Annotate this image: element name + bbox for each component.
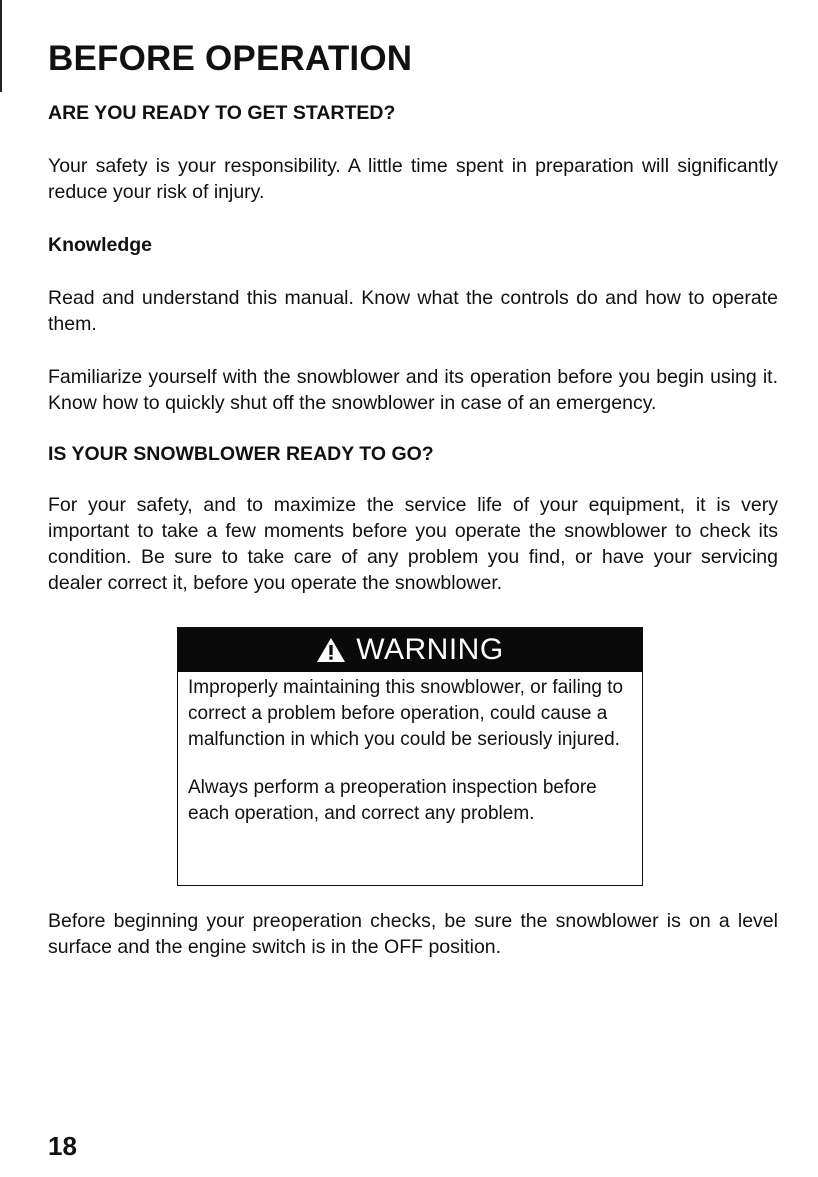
warning-triangle-icon	[316, 637, 346, 663]
section-heading-snowblower: IS YOUR SNOWBLOWER READY TO GO?	[48, 443, 434, 465]
intro-paragraph: Your safety is your responsibility. A little time spent in preparation will significantly reduce your risk of injury.	[48, 155, 778, 203]
section-heading-ready: ARE YOU READY TO GET STARTED?	[48, 102, 396, 124]
page-number: 18	[48, 1131, 77, 1161]
warning-box	[177, 627, 643, 886]
page-title: BEFORE OPERATION	[48, 39, 413, 78]
warning-header	[178, 628, 642, 672]
closing-paragraph: Before beginning your preoperation checks, be sure the snowblower is on a level surface and the engine switch is in the OFF position.	[48, 910, 778, 958]
page-edge-mark	[0, 0, 2, 92]
knowledge-paragraph-2: Familiarize yourself with the snowblower and its operation before you begin using it. Know how to quickly shut off the snowblower in case of an emergency.	[48, 366, 778, 414]
warning-text-1: Improperly maintaining this snowblower, or failing to correct a problem before operation, could cause a malfunction in which you could be seriously injured.	[188, 677, 624, 750]
knowledge-heading: Knowledge	[48, 234, 153, 256]
snowblower-paragraph: For your safety, and to maximize the service life of your equipment, it is very important to take a few moments before you operate the snowblower to check its condition. Be sure to take care of any problem you find, or have your servicing dealer correct it, before you operate the snowblower.	[48, 494, 778, 594]
warning-text-2: Always perform a preoperation inspection before each operation, and correct any problem.	[188, 777, 597, 824]
knowledge-paragraph-1: Read and understand this manual. Know what the controls do and how to operate them.	[48, 287, 778, 335]
warning-body	[178, 672, 642, 827]
warning-title: WARNING	[356, 633, 504, 666]
